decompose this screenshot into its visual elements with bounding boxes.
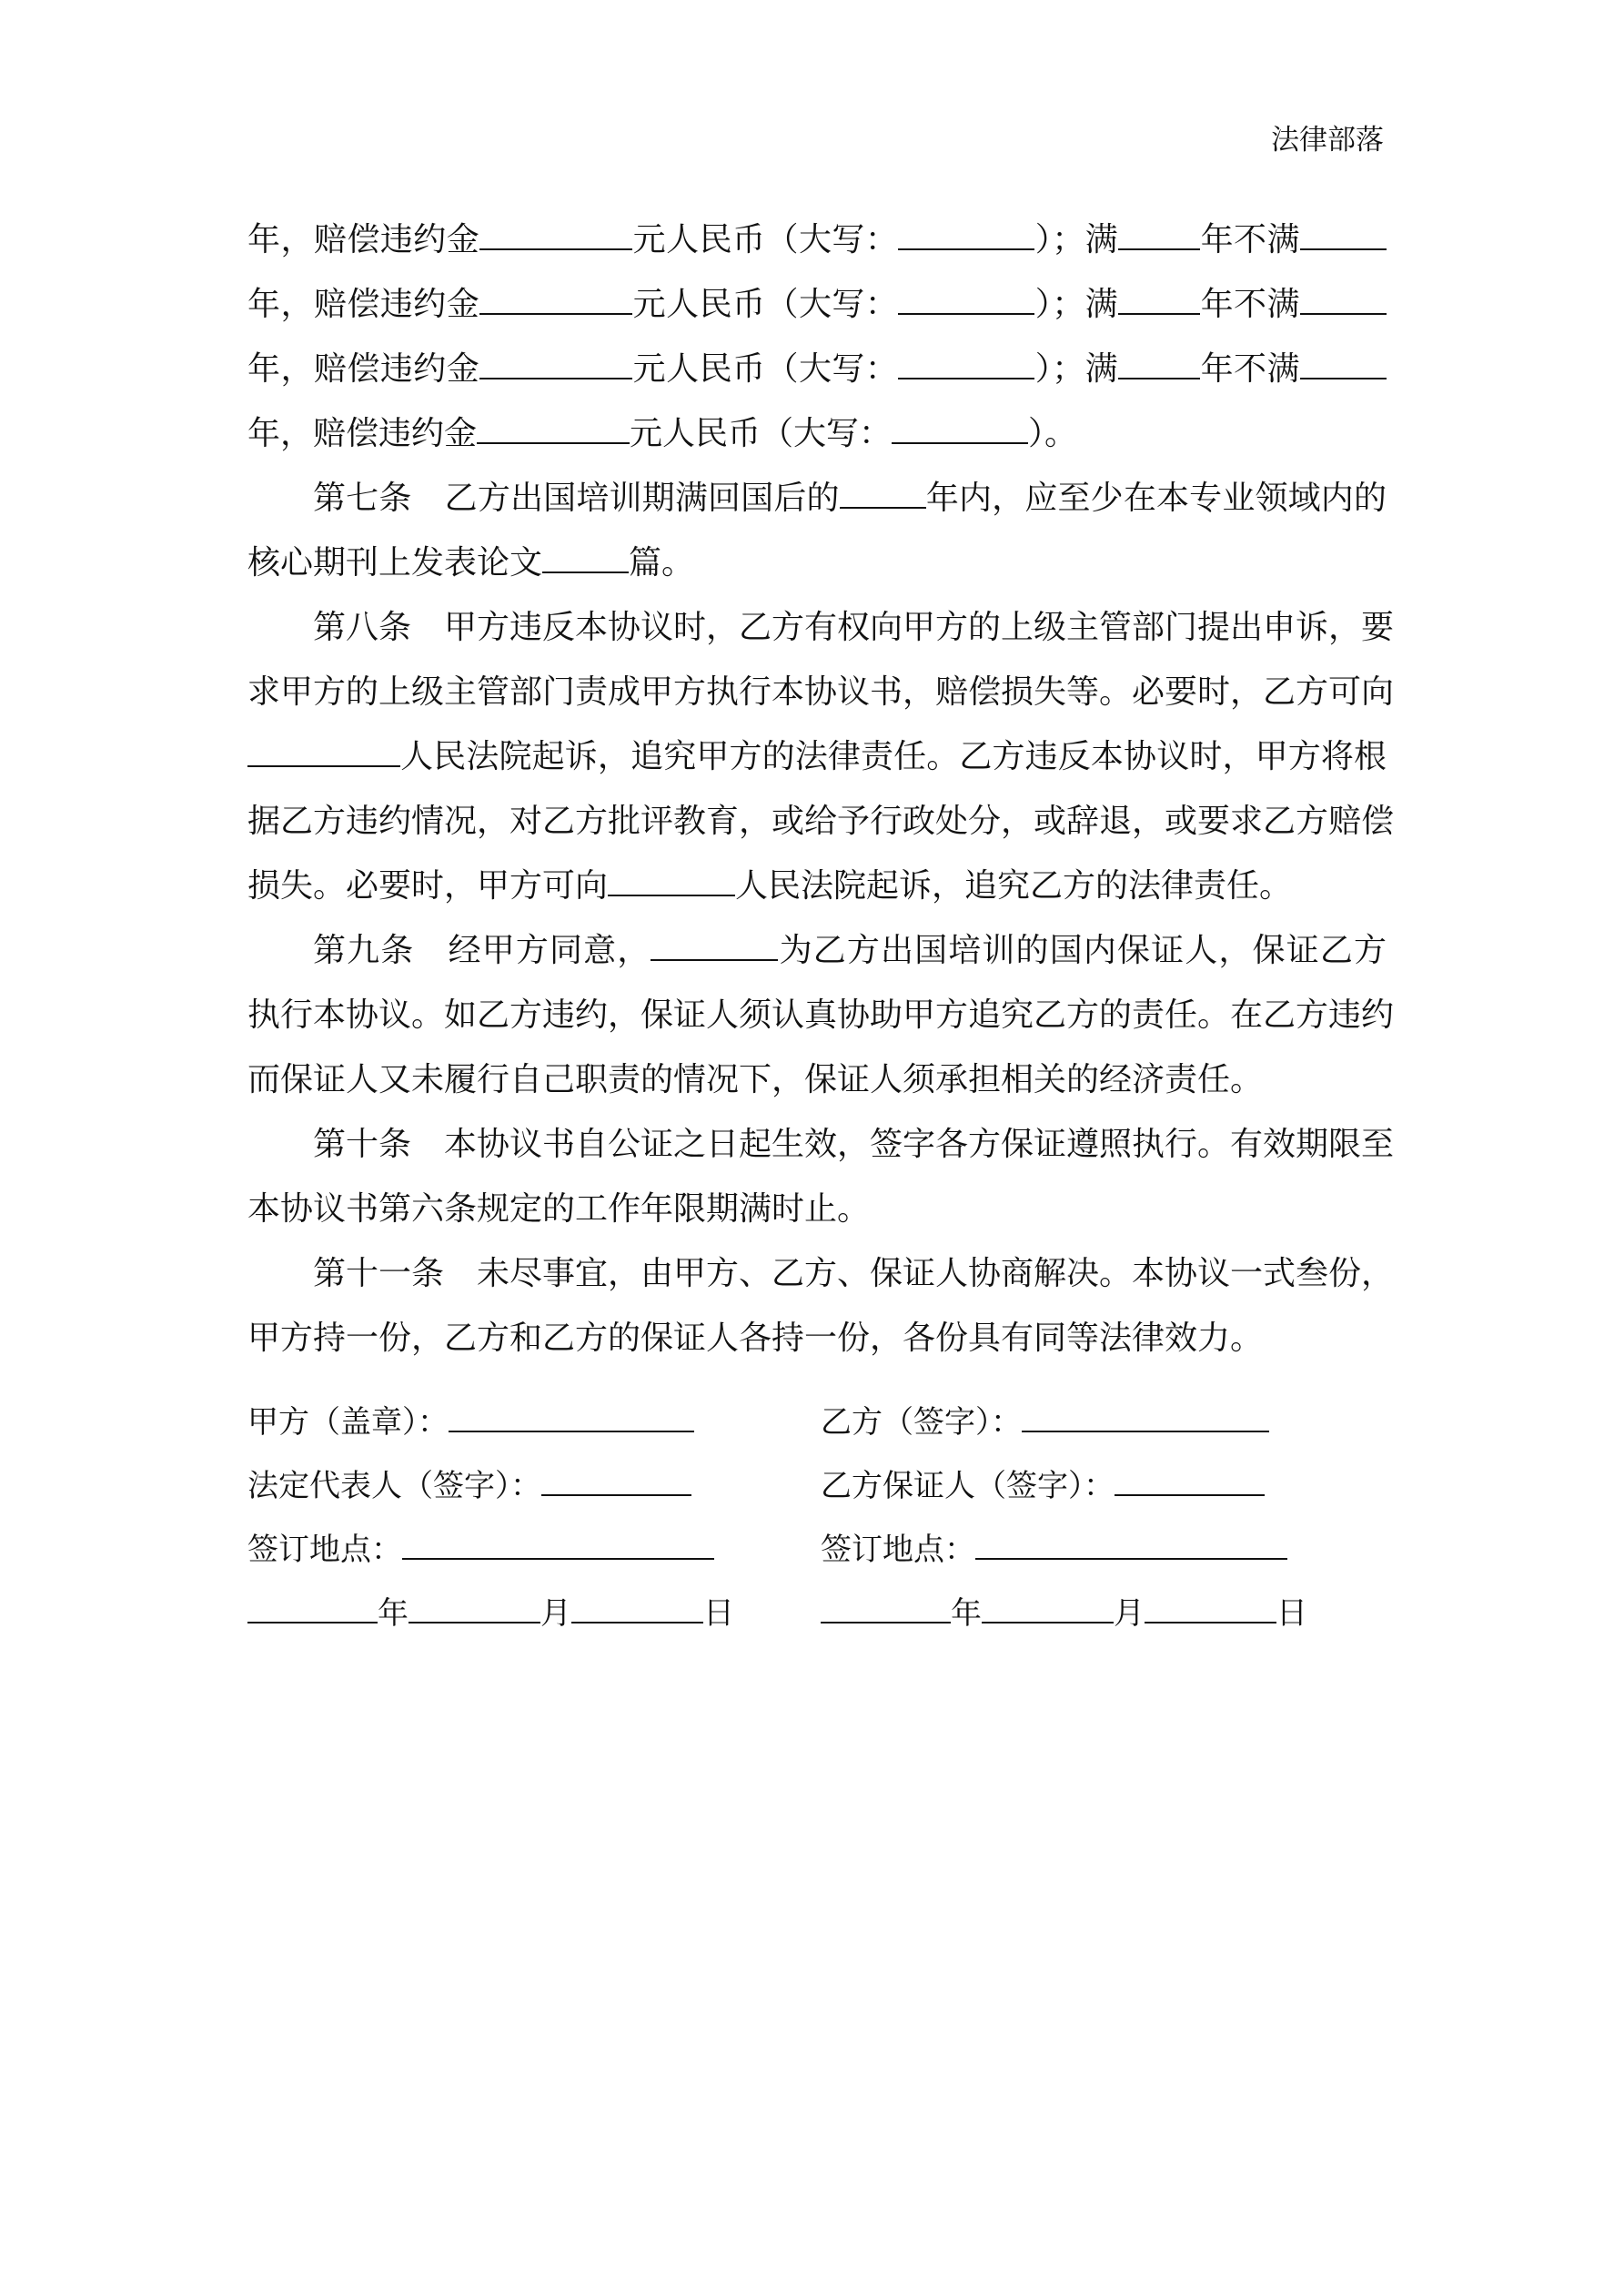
blank-field[interactable] [477,415,630,444]
article-11-line: 甲方持一份，乙方和乙方的保证人各持一份，各份具有同等法律效力。 [247,1320,1264,1357]
blank-field[interactable] [1118,286,1200,315]
blank-field[interactable] [898,286,1034,315]
article-9-line: 执行本协议。如乙方违约，保证人须认真协助甲方追究乙方的责任。在乙方违约 [247,996,1395,1034]
party-a-seal-label: 甲方（盖章）： [247,1404,449,1441]
month-label: 月 [540,1595,571,1632]
guarantor-sign-field[interactable] [1115,1467,1265,1496]
blank-field[interactable] [1118,350,1200,379]
party-b-sign-label: 乙方（签字）： [821,1404,1022,1441]
year-label: 年 [378,1595,409,1632]
party-a-seal-field[interactable] [449,1403,694,1432]
blank-field[interactable] [1118,221,1200,250]
blank-field[interactable] [1300,350,1387,379]
penalty-line: 年，赔偿违约金 元人民币（大写： ）。 [247,415,1078,452]
header-site-name: 法律部落 [1271,124,1384,157]
penalty-line: 年，赔偿违约金 元人民币（大写： ）；满 年不满 [247,337,1387,401]
blank-field[interactable] [1300,221,1387,250]
article-8-line: 损失。必要时，甲方可向 人民法院起诉，追究乙方的法律责任。 [247,867,1293,905]
agreement-body [247,207,1395,1371]
signature-block [247,1397,1321,1652]
article-8-line: 求甲方的上级主管部门责成甲方执行本协议书，赔偿损失等。必要时，乙方可向 [247,673,1395,711]
article-8-line: 第八条 甲方违反本协议时，乙方有权向甲方的上级主管部门提出申诉，要 [313,609,1395,646]
place-field-left[interactable] [402,1531,714,1560]
blank-field[interactable] [479,350,632,379]
blank-field[interactable] [479,286,632,315]
legal-rep-sign-label: 法定代表人（签字）： [247,1468,541,1504]
year-field-left[interactable] [247,1594,378,1623]
blank-field[interactable] [892,415,1028,444]
blank-field[interactable] [247,738,400,767]
date-row [247,1588,1321,1652]
blank-field[interactable] [651,932,778,961]
year-label: 年 [951,1595,982,1632]
blank-field[interactable] [898,350,1034,379]
month-field-left[interactable] [409,1594,540,1623]
signature-row [247,1461,1321,1524]
day-field-left[interactable] [571,1594,703,1623]
place-label-left: 签订地点： [247,1532,402,1568]
signature-row [247,1397,1321,1461]
day-field-right[interactable] [1145,1594,1276,1623]
article-10-line: 第十条 本协议书自公证之日起生效，签字各方保证遵照执行。有效期限至 [313,1126,1395,1163]
blank-field[interactable] [479,221,632,250]
place-label-right: 签订地点： [821,1532,975,1568]
day-label: 日 [1276,1595,1307,1632]
article-7-line: 第七条 乙方出国培训期满回国后的 年内，应至少在本专业领域内的 [313,480,1387,517]
month-label: 月 [1114,1595,1145,1632]
guarantor-sign-label: 乙方保证人（签字）： [821,1468,1115,1504]
signature-row [247,1524,1321,1588]
penalty-line: 年，赔偿违约金 元人民币（大写： ）；满 年不满 [247,272,1387,337]
penalty-line: 年，赔偿违约金 元人民币（大写： ）；满 年不满 [247,207,1387,272]
article-9-line: 而保证人又未履行自己职责的情况下，保证人须承担相关的经济责任。 [247,1061,1264,1098]
article-8-line: 据乙方违约情况，对乙方批评教育，或给予行政处分，或辞退，或要求乙方赔偿 [247,803,1395,840]
blank-field[interactable] [542,544,629,573]
article-11-line: 第十一条 未尽事宜，由甲方、乙方、保证人协商解决。本协议一式叁份， [313,1255,1395,1292]
month-field-right[interactable] [982,1594,1114,1623]
party-b-sign-field[interactable] [1022,1403,1269,1432]
article-7-line: 核心期刊上发表论文 篇。 [247,544,695,582]
article-8-line: 人民法院起诉，追究甲方的法律责任。乙方违反本协议时，甲方将根 [247,724,1387,789]
place-field-right[interactable] [975,1531,1287,1560]
blank-field[interactable] [608,867,735,896]
year-field-right[interactable] [821,1594,951,1623]
day-label: 日 [703,1595,734,1632]
article-10-line: 本协议书第六条规定的工作年限期满时止。 [247,1190,871,1228]
blank-field[interactable] [898,221,1034,250]
legal-rep-sign-field[interactable] [541,1467,691,1496]
blank-field[interactable] [840,480,926,509]
blank-field[interactable] [1300,286,1387,315]
article-9-line: 第九条 经甲方同意， 为乙方出国培训的国内保证人，保证乙方 [313,932,1387,969]
